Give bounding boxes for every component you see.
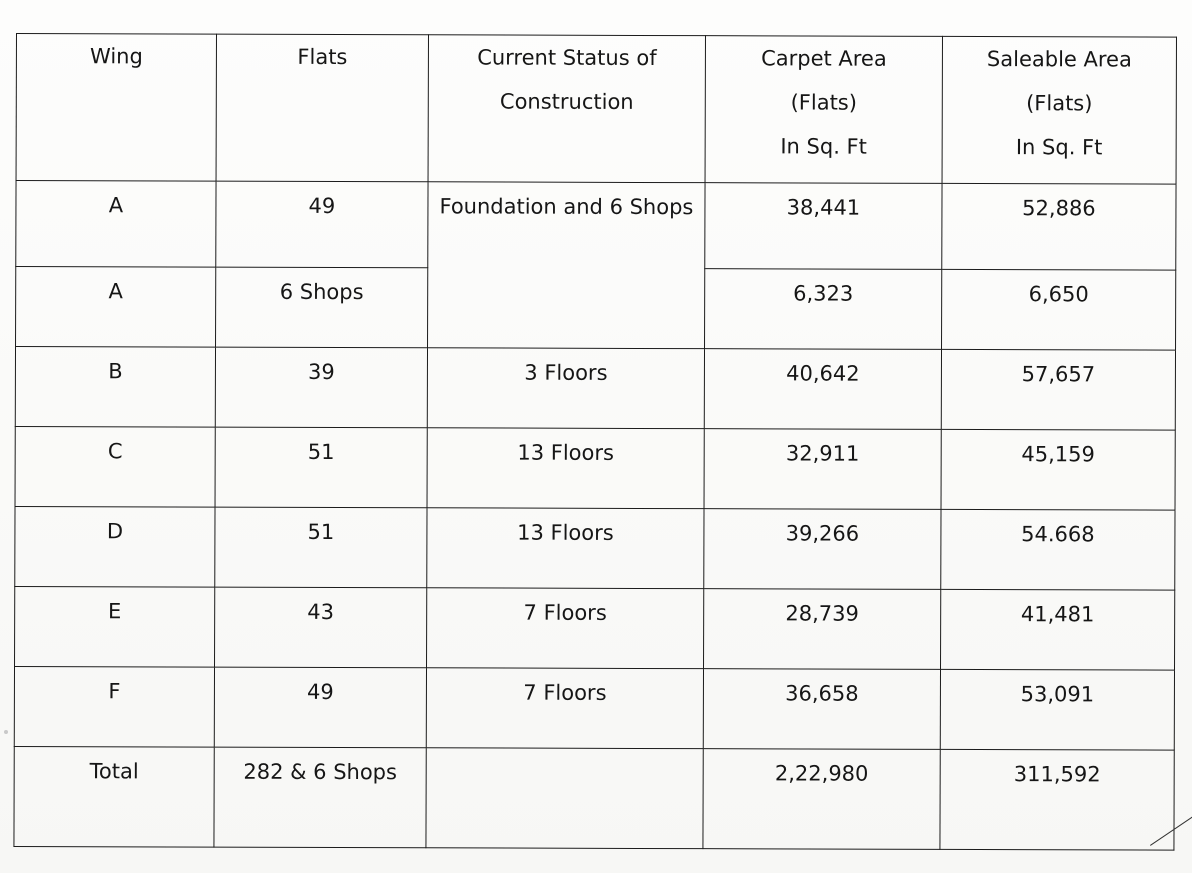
cell-carpet: 6,323 — [705, 269, 942, 350]
cell-wing: E — [15, 586, 215, 667]
header-saleable-area — [942, 36, 1176, 184]
header-carpet-line2: (Flats) — [790, 90, 857, 115]
cell-flats: 49 — [216, 181, 428, 268]
wing-area-table — [13, 33, 1177, 851]
cell-carpet: 38,441 — [705, 183, 942, 270]
cell-flats: 51 — [215, 427, 427, 508]
header-status — [428, 35, 705, 183]
table-total-row — [14, 746, 1174, 850]
header-saleable-line3: In Sq. Ft — [1015, 135, 1103, 160]
header-status-line1: Current Status of — [477, 45, 657, 71]
cell-total-flats: 282 & 6 Shops — [214, 747, 426, 848]
table-row — [15, 347, 1175, 431]
cell-status: 7 Floors — [427, 588, 704, 669]
cell-flats: 49 — [214, 667, 426, 748]
header-flats: Flats — [216, 34, 428, 182]
cell-wing: A — [16, 267, 216, 348]
header-carpet-area — [705, 36, 942, 184]
header-carpet-line3: In Sq. Ft — [780, 134, 867, 159]
table-row — [15, 426, 1175, 510]
table-row — [15, 586, 1175, 670]
cell-saleable: 45,159 — [941, 429, 1175, 510]
cell-saleable: 54.668 — [941, 509, 1175, 590]
header-saleable-line2: (Flats) — [1026, 91, 1093, 116]
table-header-row — [16, 34, 1176, 185]
cell-status: 7 Floors — [426, 668, 703, 749]
cell-status: 13 Floors — [427, 428, 704, 509]
cell-status: Foundation and 6 Shops — [428, 182, 706, 349]
cell-wing: F — [14, 666, 214, 747]
cell-carpet: 40,642 — [704, 349, 941, 430]
cell-flats: 6 Shops — [216, 267, 428, 348]
table-row — [16, 181, 1176, 271]
cell-flats: 51 — [215, 507, 427, 588]
scan-speck — [4, 730, 8, 734]
cell-carpet: 32,911 — [704, 429, 941, 510]
cell-flats: 39 — [215, 347, 427, 428]
cell-flats: 43 — [215, 587, 427, 668]
cell-carpet: 36,658 — [703, 669, 940, 750]
table-row — [15, 506, 1175, 590]
table-row — [14, 666, 1174, 750]
cell-wing: D — [15, 506, 215, 587]
cell-saleable: 41,481 — [941, 589, 1175, 670]
cell-status: 13 Floors — [427, 508, 704, 589]
cell-total-label: Total — [14, 746, 214, 847]
cell-total-saleable: 311,592 — [940, 749, 1174, 850]
cell-saleable: 52,886 — [942, 183, 1176, 270]
header-wing: Wing — [16, 34, 216, 182]
header-saleable-line1: Saleable Area — [986, 47, 1132, 72]
header-carpet-line1: Carpet Area — [761, 46, 887, 71]
cell-saleable: 53,091 — [940, 669, 1174, 750]
header-status-line2: Construction — [499, 89, 634, 114]
cell-carpet: 28,739 — [704, 589, 941, 670]
cell-saleable: 57,657 — [941, 349, 1175, 430]
cell-total-carpet: 2,22,980 — [703, 749, 940, 850]
cell-carpet: 39,266 — [704, 509, 941, 590]
cell-total-status — [426, 748, 703, 849]
cell-saleable: 6,650 — [942, 269, 1176, 350]
cell-wing: B — [15, 347, 215, 428]
cell-status: 3 Floors — [427, 348, 704, 429]
cell-wing: A — [16, 181, 216, 268]
cell-wing: C — [15, 426, 215, 507]
